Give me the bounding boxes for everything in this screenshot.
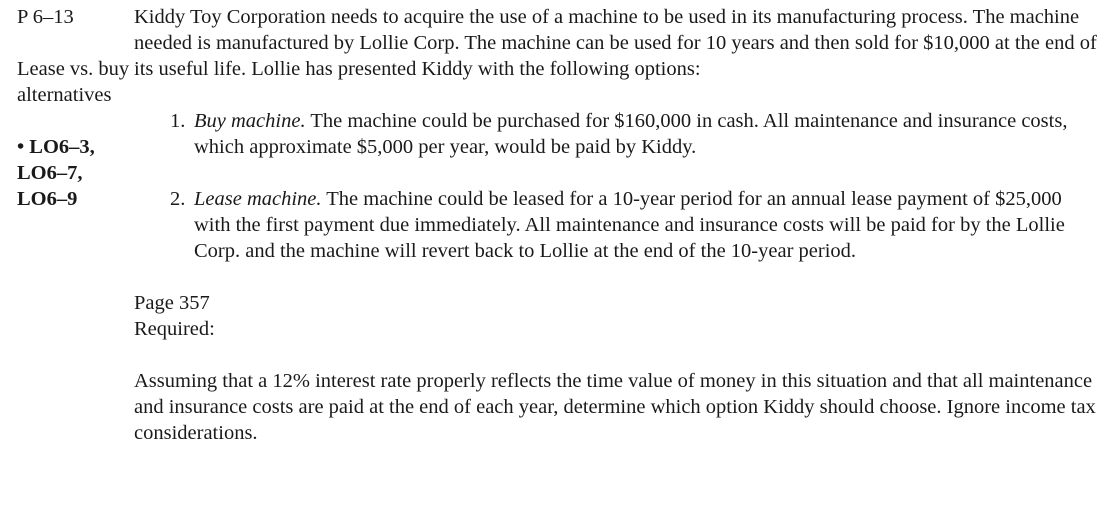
problem-body bbox=[134, 4, 1099, 446]
option-number: 2. bbox=[170, 188, 186, 210]
required-heading: Required: bbox=[134, 318, 215, 340]
options-list bbox=[134, 108, 1099, 264]
required-question: Assuming that a 12% interest rate properly reflects the time value of money in this situation and that all maintenance and insurance costs are paid at the end of each year, determine which option Kiddy should choose. Ignore income tax considerations. bbox=[134, 370, 1096, 444]
problem-topic: Lease vs. buy alternatives bbox=[17, 58, 130, 106]
option-title: Lease machine. bbox=[194, 188, 322, 210]
option-lease bbox=[134, 186, 1099, 264]
option-number: 1. bbox=[170, 110, 186, 132]
page-block bbox=[134, 290, 1099, 342]
option-title: Buy machine. bbox=[194, 110, 306, 132]
problem-intro: Kiddy Toy Corporation needs to acquire the use of a machine to be used in its manufacturing process. The machine needed is manufactured by Lollie Corp. The machine can be used for 10 years and then sold for $10,000 at the end of its useful life. Lollie has presented Kiddy with the following options: bbox=[134, 6, 1097, 80]
option-text: The machine could be leased for a 10-year period for an annual lease payment of $25,000 with the first payment due immediately. All maintenance and insurance costs will be paid for by the Lollie Corp. and the machine will revert back to Lollie at the end of the 10-year period. bbox=[194, 188, 1065, 262]
problem-number: P 6–13 bbox=[17, 6, 74, 28]
page-number: Page 357 bbox=[134, 292, 210, 314]
problem-sidebar bbox=[17, 4, 135, 212]
learning-objectives: • LO6–3, LO6–7, LO6–9 bbox=[17, 136, 95, 210]
option-text: The machine could be purchased for $160,000 in cash. All maintenance and insurance costs, which approximate $5,000 per year, would be paid by Kiddy. bbox=[194, 110, 1068, 158]
option-buy bbox=[134, 108, 1099, 160]
